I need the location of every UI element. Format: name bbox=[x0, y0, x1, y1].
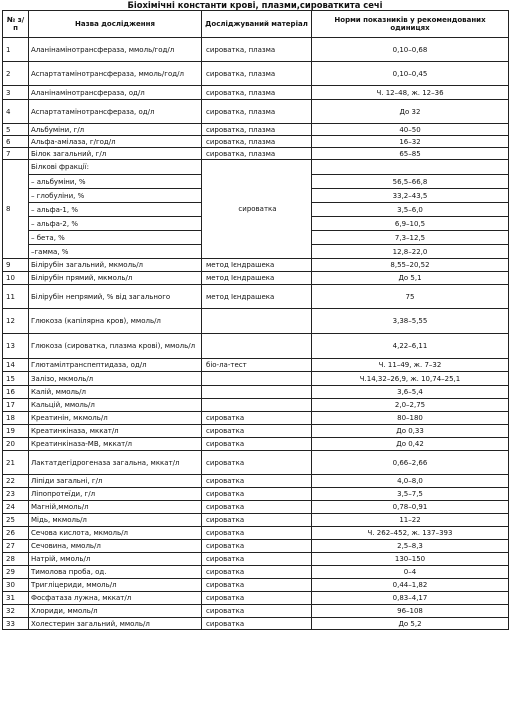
row-norm: 0,78–0,91 bbox=[312, 501, 509, 514]
row-norm: До 5,1 bbox=[312, 272, 509, 285]
subrow-name: – бета, % bbox=[29, 231, 202, 245]
row-material: сироватка bbox=[202, 425, 312, 438]
row-name: Кальцій, ммоль/л bbox=[29, 399, 202, 412]
row-num: 4 bbox=[3, 100, 29, 124]
row-material: сироватка bbox=[202, 160, 312, 259]
row-name: Аланінамінотрансфераза, ммоль/год/л bbox=[29, 38, 202, 62]
row-num: 27 bbox=[3, 540, 29, 553]
table-row bbox=[3, 272, 509, 285]
row-num: 30 bbox=[3, 579, 29, 592]
row-material: сироватка bbox=[202, 540, 312, 553]
table-row bbox=[3, 399, 509, 412]
row-num: 32 bbox=[3, 605, 29, 618]
table-row bbox=[3, 285, 509, 309]
row-num: 31 bbox=[3, 592, 29, 605]
row-norm: 0,10–0,45 bbox=[312, 62, 509, 86]
row-norm: 0,66–2,66 bbox=[312, 451, 509, 475]
row-num: 8 bbox=[3, 160, 29, 259]
table-row bbox=[3, 386, 509, 399]
row-name: Креатинкіназа-МВ, мккат/л bbox=[29, 438, 202, 451]
row-norm: 40–50 bbox=[312, 124, 509, 136]
subrow-name: – глобуліни, % bbox=[29, 189, 202, 203]
row-name: Натрій, ммоль/л bbox=[29, 553, 202, 566]
row-norm: 4,0–8,0 bbox=[312, 475, 509, 488]
row-material: сироватка bbox=[202, 579, 312, 592]
row-material: сироватка bbox=[202, 566, 312, 579]
row-norm: До 0,33 bbox=[312, 425, 509, 438]
row-material: сироватка, плазма bbox=[202, 86, 312, 100]
row-name: Глюкоза (сироватка, плазма крові), ммоль/л bbox=[29, 334, 202, 359]
row-name: Мідь, мкмоль/л bbox=[29, 514, 202, 527]
table-row bbox=[3, 540, 509, 553]
row-norm: 2,0–2,75 bbox=[312, 399, 509, 412]
row-num: 12 bbox=[3, 309, 29, 334]
row-norm: До 5,2 bbox=[312, 618, 509, 630]
subrow-norm: 6,9–10,5 bbox=[312, 217, 509, 231]
row-name: Сечова кислота, мкмоль/л bbox=[29, 527, 202, 540]
subrow-name: – альфа-2, % bbox=[29, 217, 202, 231]
row-num: 10 bbox=[3, 272, 29, 285]
table-row bbox=[3, 359, 509, 372]
row-name: Креатинін, мкмоль/л bbox=[29, 412, 202, 425]
table-row bbox=[3, 136, 509, 148]
row-num: 18 bbox=[3, 412, 29, 425]
header-norm: Норми показників у рекомендованих одиницях bbox=[312, 11, 509, 38]
row-norm: 65–85 bbox=[312, 148, 509, 160]
header-num: № з/п bbox=[3, 11, 29, 38]
row-material: сироватка, плазма bbox=[202, 124, 312, 136]
row-name: Альбуміни, г/л bbox=[29, 124, 202, 136]
row-material: сироватка bbox=[202, 592, 312, 605]
row-norm: 2,5–8,3 bbox=[312, 540, 509, 553]
table-row bbox=[3, 425, 509, 438]
row-name: Фосфатаза лужна, мккат/л bbox=[29, 592, 202, 605]
table-row bbox=[3, 475, 509, 488]
row-name: Білкові фракції: bbox=[29, 160, 202, 175]
row-name: Білірубін непрямий, % від загального bbox=[29, 285, 202, 309]
table-row bbox=[3, 605, 509, 618]
subrow-name: – альфа-1, % bbox=[29, 203, 202, 217]
page-title: Біохімічні константи крові, плазми,сироваткита сечі bbox=[127, 0, 383, 10]
table-row bbox=[3, 527, 509, 540]
table-row-protein-fractions bbox=[3, 160, 509, 175]
row-num: 6 bbox=[3, 136, 29, 148]
row-norm: 75 bbox=[312, 285, 509, 309]
table-row bbox=[3, 259, 509, 272]
row-material: сироватка bbox=[202, 553, 312, 566]
row-material: сироватка bbox=[202, 451, 312, 475]
row-norm: 11–22 bbox=[312, 514, 509, 527]
row-name: Хлориди, ммоль/л bbox=[29, 605, 202, 618]
row-norm: 4,22–6,11 bbox=[312, 334, 509, 359]
table-row bbox=[3, 592, 509, 605]
row-num: 16 bbox=[3, 386, 29, 399]
row-material: сироватка, плазма bbox=[202, 148, 312, 160]
row-norm: 130–150 bbox=[312, 553, 509, 566]
subrow-norm: 3,5–6,0 bbox=[312, 203, 509, 217]
table-row bbox=[3, 334, 509, 359]
row-material: сироватка bbox=[202, 501, 312, 514]
row-name: Аспартатамінотрансфераза, ммоль/год/л bbox=[29, 62, 202, 86]
row-name: Магній,ммоль/л bbox=[29, 501, 202, 514]
row-num: 19 bbox=[3, 425, 29, 438]
header-name: Назва дослідження bbox=[29, 11, 202, 38]
row-material bbox=[202, 386, 312, 399]
row-num: 7 bbox=[3, 148, 29, 160]
row-norm: До 32 bbox=[312, 100, 509, 124]
biochem-table bbox=[2, 10, 509, 630]
table-row bbox=[3, 86, 509, 100]
row-material bbox=[202, 399, 312, 412]
row-name: Білірубін загальний, мкмоль/л bbox=[29, 259, 202, 272]
row-norm: 3,38–5,55 bbox=[312, 309, 509, 334]
row-num: 11 bbox=[3, 285, 29, 309]
row-num: 25 bbox=[3, 514, 29, 527]
row-norm: Ч. 262–452, ж. 137–393 bbox=[312, 527, 509, 540]
table-row bbox=[3, 62, 509, 86]
row-name: Холестерин загальний, ммоль/л bbox=[29, 618, 202, 630]
row-norm: 8,55–20,52 bbox=[312, 259, 509, 272]
table-row bbox=[3, 514, 509, 527]
row-name: Креатинкіназа, мккат/л bbox=[29, 425, 202, 438]
row-name: Білок загальний, г/л bbox=[29, 148, 202, 160]
row-material: сироватка, плазма bbox=[202, 136, 312, 148]
row-norm: Ч. 12–48, ж. 12–36 bbox=[312, 86, 509, 100]
row-num: 22 bbox=[3, 475, 29, 488]
row-norm: Ч.14,32–26,9, ж. 10,74–25,1 bbox=[312, 372, 509, 386]
row-norm bbox=[312, 160, 509, 175]
subrow-norm: 7,3–12,5 bbox=[312, 231, 509, 245]
row-norm: 0–4 bbox=[312, 566, 509, 579]
row-material: сироватка bbox=[202, 412, 312, 425]
row-num: 24 bbox=[3, 501, 29, 514]
row-num: 17 bbox=[3, 399, 29, 412]
row-name: Лактатдегідрогеназа загальна, мккат/л bbox=[29, 451, 202, 475]
table-row bbox=[3, 100, 509, 124]
row-num: 2 bbox=[3, 62, 29, 86]
row-num: 20 bbox=[3, 438, 29, 451]
subrow-norm: 12,8–22,0 bbox=[312, 245, 509, 259]
table-row bbox=[3, 501, 509, 514]
row-norm: 0,10–0,68 bbox=[312, 38, 509, 62]
subrow-name: – альбуміни, % bbox=[29, 175, 202, 189]
row-material: біо-ла-тест bbox=[202, 359, 312, 372]
row-name: Ліпіди загальні, г/л bbox=[29, 475, 202, 488]
row-name: Глюкоза (капілярна кров), ммоль/л bbox=[29, 309, 202, 334]
row-norm: 0,83–4,17 bbox=[312, 592, 509, 605]
row-num: 28 bbox=[3, 553, 29, 566]
row-num: 13 bbox=[3, 334, 29, 359]
row-num: 29 bbox=[3, 566, 29, 579]
row-material: сироватка bbox=[202, 605, 312, 618]
row-material: сироватка bbox=[202, 514, 312, 527]
table-row bbox=[3, 579, 509, 592]
row-num: 14 bbox=[3, 359, 29, 372]
header-material: Досліджуваний матеріал bbox=[202, 11, 312, 38]
row-material: метод Ієндрашека bbox=[202, 259, 312, 272]
row-name: Тригліцериди, ммоль/л bbox=[29, 579, 202, 592]
row-num: 15 bbox=[3, 372, 29, 386]
table-row bbox=[3, 309, 509, 334]
table-row bbox=[3, 618, 509, 630]
row-material: метод Ієндрашека bbox=[202, 272, 312, 285]
table-row bbox=[3, 124, 509, 136]
row-num: 3 bbox=[3, 86, 29, 100]
table-row bbox=[3, 566, 509, 579]
row-material: сироватка bbox=[202, 438, 312, 451]
row-material: сироватка bbox=[202, 527, 312, 540]
row-name: Калій, ммоль/л bbox=[29, 386, 202, 399]
row-norm: 16–32 bbox=[312, 136, 509, 148]
table-row bbox=[3, 488, 509, 501]
row-name: Сечовина, ммоль/л bbox=[29, 540, 202, 553]
row-name: Білірубін прямий, мкмоль/л bbox=[29, 272, 202, 285]
table-row bbox=[3, 438, 509, 451]
row-norm: 0,44–1,82 bbox=[312, 579, 509, 592]
row-material: сироватка, плазма bbox=[202, 62, 312, 86]
row-name: Аспартатамінотрансфераза, од/л bbox=[29, 100, 202, 124]
table-row bbox=[3, 148, 509, 160]
table-row bbox=[3, 412, 509, 425]
table-body bbox=[3, 38, 509, 630]
subrow-norm: 33,2–43,5 bbox=[312, 189, 509, 203]
row-num: 1 bbox=[3, 38, 29, 62]
row-name: Аланінамінотрансфераза, од/л bbox=[29, 86, 202, 100]
row-material: сироватка bbox=[202, 475, 312, 488]
table-row bbox=[3, 38, 509, 62]
row-material: метод Ієндрашека bbox=[202, 285, 312, 309]
row-num: 33 bbox=[3, 618, 29, 630]
row-name: Залізо, мкмоль/л bbox=[29, 372, 202, 386]
row-material: сироватка, плазма bbox=[202, 38, 312, 62]
row-num: 26 bbox=[3, 527, 29, 540]
row-name: Глютамілтранспептидаза, од/л bbox=[29, 359, 202, 372]
table-row bbox=[3, 553, 509, 566]
row-num: 5 bbox=[3, 124, 29, 136]
table-row bbox=[3, 451, 509, 475]
table-row bbox=[3, 372, 509, 386]
table-header-row bbox=[3, 11, 509, 38]
row-material: сироватка bbox=[202, 488, 312, 501]
row-material: сироватка bbox=[202, 618, 312, 630]
subrow-norm: 56,5–66,8 bbox=[312, 175, 509, 189]
row-name: Альфа-амілаза, г/год/л bbox=[29, 136, 202, 148]
subrow-name: –гамма, % bbox=[29, 245, 202, 259]
row-material: сироватка, плазма bbox=[202, 100, 312, 124]
row-norm: Ч. 11–49, ж. 7–32 bbox=[312, 359, 509, 372]
row-num: 21 bbox=[3, 451, 29, 475]
row-norm: 80–180 bbox=[312, 412, 509, 425]
row-material bbox=[202, 309, 312, 334]
row-norm: 3,5–7,5 bbox=[312, 488, 509, 501]
row-material bbox=[202, 334, 312, 359]
row-material bbox=[202, 372, 312, 386]
row-norm: До 0,42 bbox=[312, 438, 509, 451]
row-norm: 3,6–5,4 bbox=[312, 386, 509, 399]
row-name: Тимолова проба, од. bbox=[29, 566, 202, 579]
row-name: Ліпопротеїди, г/л bbox=[29, 488, 202, 501]
row-norm: 96–108 bbox=[312, 605, 509, 618]
row-num: 9 bbox=[3, 259, 29, 272]
row-num: 23 bbox=[3, 488, 29, 501]
